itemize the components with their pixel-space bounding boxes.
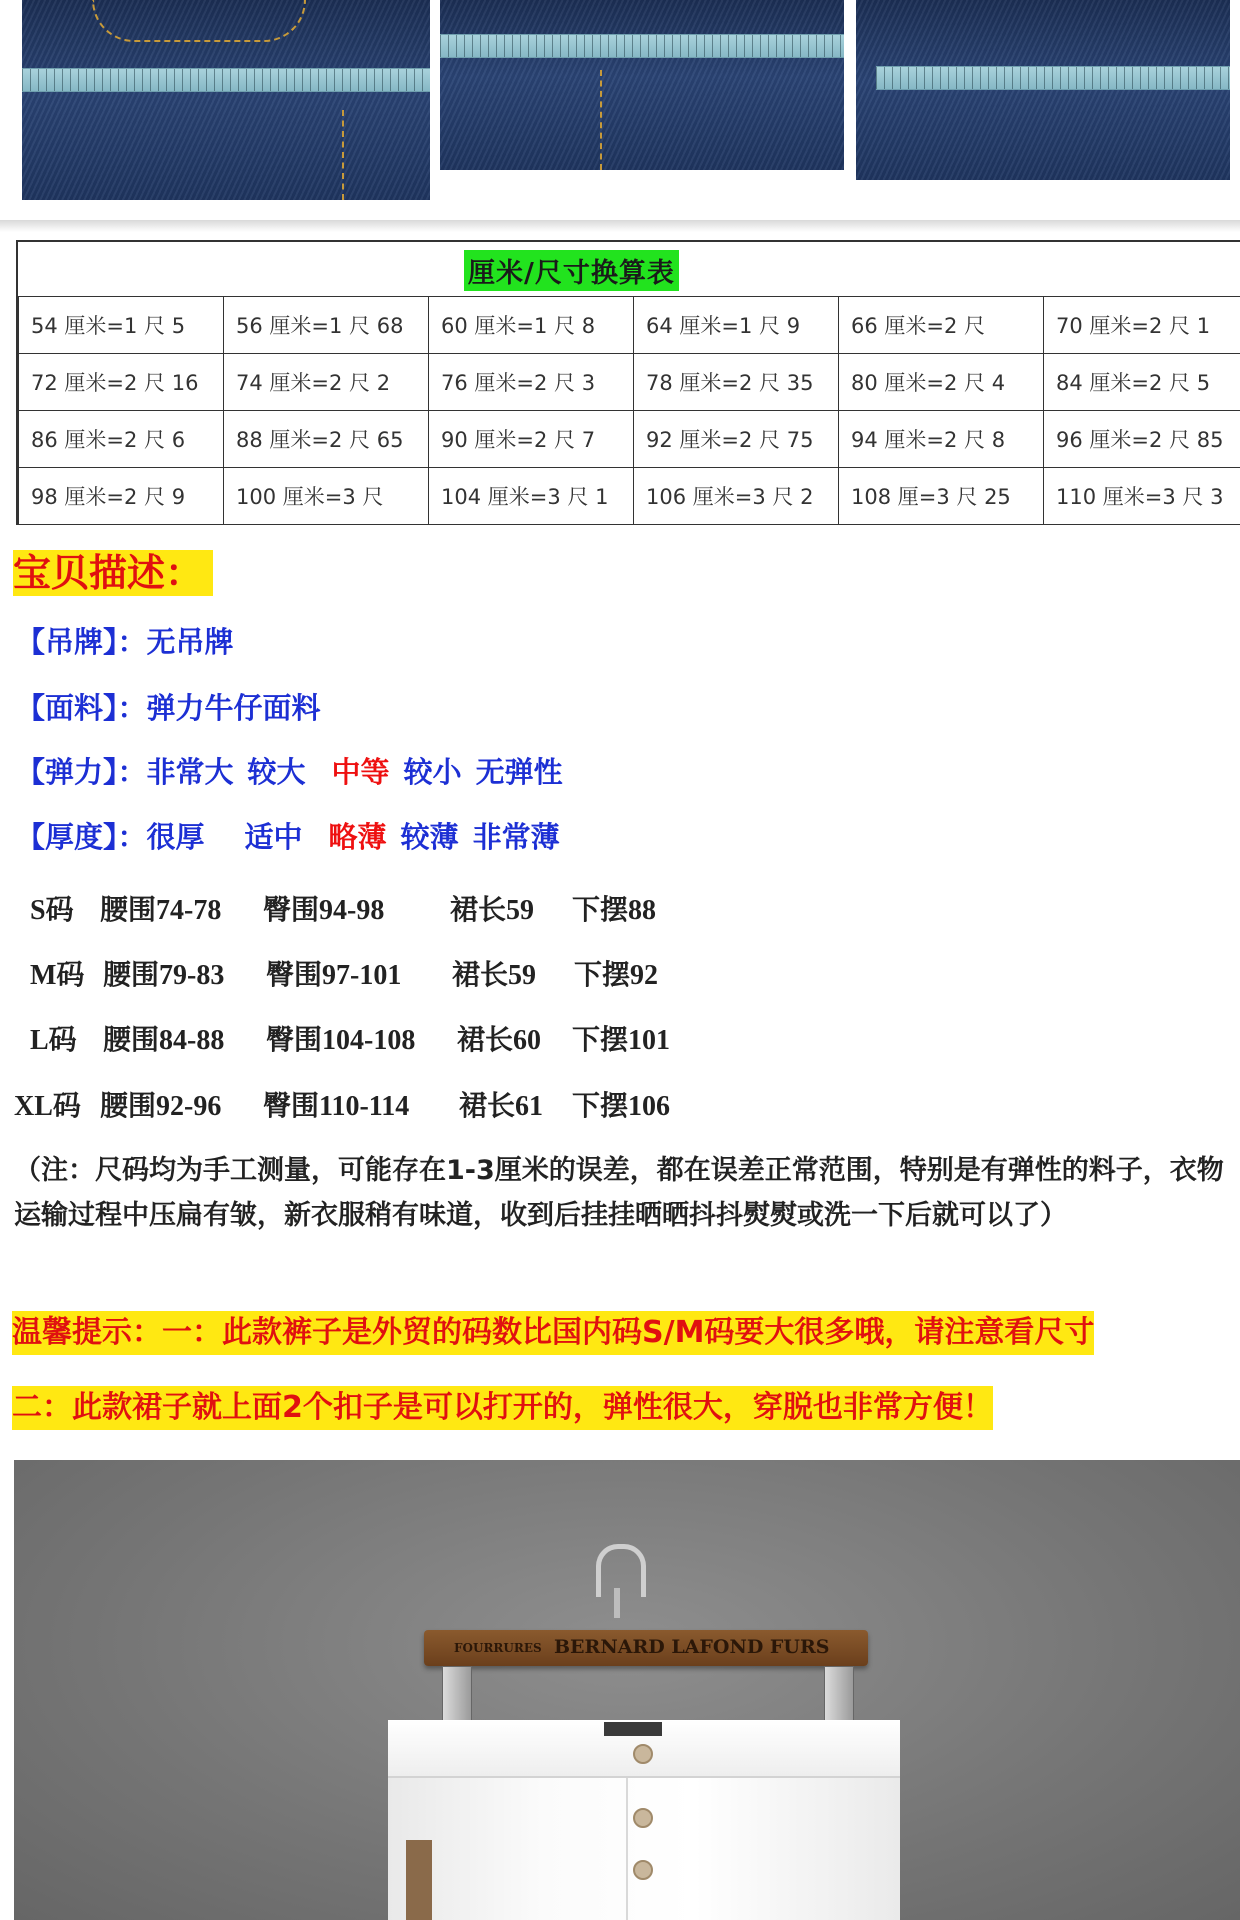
attr-tag-value: 无吊牌	[146, 625, 234, 659]
thickness-option: 很厚	[146, 820, 205, 854]
table-cell: 100 厘米=3 尺	[224, 468, 429, 525]
elasticity-option: 非常大	[146, 755, 234, 789]
size-waist: 腰围92-96	[100, 1091, 222, 1122]
table-cell: 108 厘=3 尺 25	[839, 468, 1044, 525]
size-waist: 腰围74-78	[100, 895, 222, 926]
product-photo	[14, 1460, 1240, 1920]
waist-measurement-photo	[22, 0, 430, 200]
button-icon	[633, 1808, 653, 1828]
size-hem: 下摆101	[572, 1025, 671, 1056]
thickness-option: 较薄	[400, 820, 459, 854]
table-row	[19, 354, 1240, 411]
size-hem: 下摆92	[574, 960, 659, 991]
size-hem: 下摆106	[572, 1091, 671, 1122]
size-row-l	[0, 1018, 1200, 1058]
hanger-clip-icon	[824, 1666, 854, 1722]
elasticity-option: 较小	[403, 755, 462, 789]
table-cell: 70 厘米=2 尺 1	[1044, 297, 1240, 354]
table-cell: 74 厘米=2 尺 2	[224, 354, 429, 411]
description-title: 宝贝描述：	[13, 550, 213, 596]
size-name: S码	[30, 895, 74, 926]
table-cell: 86 厘米=2 尺 6	[19, 411, 224, 468]
size-row-m	[0, 953, 1200, 993]
table-cell: 92 厘米=2 尺 75	[634, 411, 839, 468]
elasticity-option-selected: 中等	[331, 755, 390, 789]
hip-measurement-photo	[440, 0, 844, 170]
table-cell: 80 厘米=2 尺 4	[839, 354, 1044, 411]
table-cell: 106 厘米=3 尺 2	[634, 468, 839, 525]
measurement-note: （注：尺码均为手工测量，可能存在1-3厘米的误差，都在误差正常范围，特别是有弹性的料子，衣物运输过程中压扁有皱，新衣服稍有味道，收到后挂挂晒晒抖抖熨熨或洗一下后就可以了）	[14, 1155, 1224, 1231]
size-name: M码	[30, 960, 85, 991]
size-hip: 臀围94-98	[263, 895, 385, 926]
table-cell: 90 厘米=2 尺 7	[429, 411, 634, 468]
attr-thickness-label: 【厚度】：	[16, 820, 147, 854]
table-cell: 72 厘米=2 尺 16	[19, 354, 224, 411]
table-cell: 66 厘米=2 尺	[839, 297, 1044, 354]
size-hip: 臀围110-114	[263, 1091, 410, 1122]
elasticity-option: 较大	[247, 755, 306, 789]
size-hem: 下摆88	[572, 895, 657, 926]
attr-fabric-label: 【面料】：	[16, 691, 147, 725]
table-row	[19, 411, 1240, 468]
table-cell: 56 厘米=1 尺 68	[224, 297, 429, 354]
cm-chi-conversion-table	[16, 240, 1240, 525]
size-waist: 腰围79-83	[103, 960, 225, 991]
attr-fabric-row	[16, 686, 321, 727]
wooden-hanger	[424, 1630, 868, 1666]
table-cell: 88 厘米=2 尺 65	[224, 411, 429, 468]
table-cell: 54 厘米=1 尺 5	[19, 297, 224, 354]
size-length: 裙长59	[452, 960, 537, 991]
table-cell: 64 厘米=1 尺 9	[634, 297, 839, 354]
hanger-clip-icon	[442, 1666, 472, 1722]
table-row	[19, 468, 1240, 525]
elasticity-option: 无弹性	[475, 755, 563, 789]
size-waist: 腰围84-88	[103, 1025, 225, 1056]
size-name: L码	[30, 1025, 77, 1056]
conversion-grid	[18, 296, 1240, 525]
hanger-hook-icon	[596, 1544, 646, 1597]
button-icon	[633, 1744, 653, 1764]
warm-tip-2: 二：此款裙子就上面2个扣子是可以打开的，弹性很大，穿脱也非常方便！	[12, 1386, 993, 1430]
table-cell: 98 厘米=2 尺 9	[19, 468, 224, 525]
hem-measurement-photo	[856, 0, 1230, 180]
table-cell: 94 厘米=2 尺 8	[839, 411, 1044, 468]
button-icon	[633, 1860, 653, 1880]
thickness-option: 适中	[244, 820, 303, 854]
size-hip: 臀围104-108	[266, 1025, 416, 1056]
warm-tip-1: 温馨提示：一：此款裤子是外贸的码数比国内码S/M码要大很多哦，请注意看尺寸	[12, 1311, 1094, 1355]
hanger-brand: BERNARD LAFOND FURS	[554, 1636, 830, 1658]
brand-label-icon	[604, 1722, 662, 1736]
attr-elasticity-row	[16, 750, 563, 791]
conversion-table-title-row	[18, 242, 1240, 296]
thickness-option: 非常薄	[472, 820, 560, 854]
measurement-photos	[0, 0, 1240, 232]
table-cell: 60 厘米=1 尺 8	[429, 297, 634, 354]
size-row-xl	[0, 1084, 1200, 1124]
size-hip: 臀围97-101	[266, 960, 402, 991]
attr-tag-row	[16, 620, 234, 661]
size-row-s	[0, 888, 1200, 928]
attr-thickness-row	[16, 815, 560, 856]
table-cell: 110 厘米=3 尺 3	[1044, 468, 1240, 525]
thickness-option-selected: 略薄	[328, 820, 387, 854]
size-name: XL码	[14, 1091, 81, 1122]
attr-elasticity-label: 【弹力】：	[16, 755, 147, 789]
table-cell: 78 厘米=2 尺 35	[634, 354, 839, 411]
attr-tag-label: 【吊牌】：	[16, 625, 147, 659]
size-length: 裙长61	[459, 1091, 544, 1122]
size-length: 裙长60	[457, 1025, 542, 1056]
table-cell: 104 厘米=3 尺 1	[429, 468, 634, 525]
size-length: 裙长59	[450, 895, 535, 926]
price-tag-icon	[406, 1840, 432, 1920]
table-cell: 84 厘米=2 尺 5	[1044, 354, 1240, 411]
conversion-table-title: 厘米/尺寸换算表	[464, 250, 679, 291]
attr-fabric-value: 弹力牛仔面料	[146, 691, 321, 725]
table-row	[19, 297, 1240, 354]
table-cell: 96 厘米=2 尺 85	[1044, 411, 1240, 468]
hanger-brand-small: FOURRURES	[454, 1641, 542, 1655]
table-cell: 76 厘米=2 尺 3	[429, 354, 634, 411]
